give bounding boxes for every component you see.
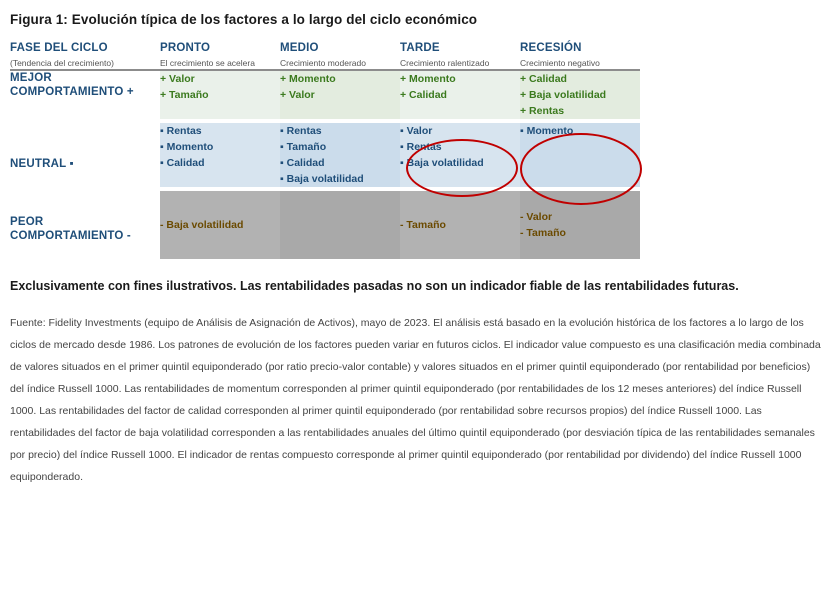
column-title: PRONTO [160, 42, 211, 54]
table-row-neutral [10, 123, 640, 187]
cell-neutral-medio [280, 123, 400, 187]
table-row-worst [10, 191, 640, 259]
cell-worst-tarde [400, 191, 520, 259]
cell-neutral-pronto [160, 123, 280, 187]
row-label-line1: PEOR [10, 216, 44, 228]
corner-title: FASE DEL CICLO [10, 42, 108, 54]
cell-item: ▪ Calidad [160, 157, 205, 169]
cell-item: ▪ Baja volatilidad [280, 173, 364, 185]
cell-item: + Valor [160, 73, 195, 85]
cell-best-tarde [400, 70, 520, 119]
cell-neutral-recesion [520, 123, 640, 187]
column-subtitle: Crecimiento moderado [280, 58, 366, 68]
row-label-line1: NEUTRAL ▪ [10, 158, 74, 170]
cell-best-recesion [520, 70, 640, 119]
page-left-margin [0, 0, 5, 598]
header-cell-pronto [160, 41, 280, 69]
cell-item: - Tamaño [520, 227, 566, 239]
row-label-line1: MEJOR [10, 72, 52, 84]
cell-item: ▪ Tamaño [280, 141, 327, 153]
cell-item: - Baja volatilidad [160, 219, 244, 231]
row-label-line2: COMPORTAMIENTO + [10, 86, 134, 98]
table-header-row [10, 41, 640, 69]
header-cell-corner [10, 41, 160, 69]
column-title: RECESIÓN [520, 42, 582, 54]
header-cell-recesion [520, 41, 640, 69]
cell-item: + Momento [280, 73, 336, 85]
row-label-best [10, 70, 160, 119]
page-title: Figura 1: Evolución típica de los factores a lo largo del ciclo económico [10, 12, 478, 27]
cell-item: + Calidad [400, 89, 447, 101]
cell-item: ▪ Baja volatilidad [400, 157, 484, 169]
row-label-line2: COMPORTAMIENTO - [10, 230, 131, 242]
row-label-worst [10, 191, 160, 259]
source-note: Fuente: Fidelity Investments (equipo de Análisis de Asignación de Activos), mayo de 2023. El análisis está basado en la evolución histórica de los factores a lo largo de los ciclos de mercado desde 1986. Los patrones de evolución de los factores pueden variar en futuros ciclos. El indicador value compuesto es una clasificación media combinada de valores situados en el primer quintil equiponderado (por ratio precio-valor contable) y valores situados en el primer quintil equiponderado (por rentabilidad por beneficios) del índice Russell 1000. Las rentabilidades de momentum corresponden al primer quintil equiponderado (por rentabilidades de los 12 meses anteriores) del índice Russell 1000. Las rentabilidades del factor de calidad corresponden al primer quintil equiponderado (por rentabilidad sobre recursos propios) del índice Russell 1000. Las rentabilidades del factor de baja volatilidad corresponden a las rentabilidades anuales del último quintil equiponderado (por desviación típica de las rentabilidades semanales por precio) del índice Russell 1000. El indicador de rentas compuesto corresponde al primer quintil equiponderado (por rentabilidad por dividendo) del índice Russell 1000 equiponderado. [10, 317, 821, 483]
cell-item: + Momento [400, 73, 456, 85]
cell-best-pronto [160, 70, 280, 119]
cell-item: + Baja volatilidad [520, 89, 607, 101]
cell-item: ▪ Rentas [280, 125, 322, 137]
cell-item: ▪ Momento [520, 125, 574, 137]
row-label-neutral [10, 123, 160, 187]
corner-subtitle: (Tendencia del crecimiento) [10, 58, 114, 68]
cycle-factor-table [10, 41, 640, 259]
cell-item: + Calidad [520, 73, 567, 85]
table-row-best [10, 70, 640, 119]
header-cell-medio [280, 41, 400, 69]
column-subtitle: Crecimiento negativo [520, 58, 600, 68]
cell-item: ▪ Rentas [160, 125, 202, 137]
column-title: TARDE [400, 42, 440, 54]
cell-worst-pronto [160, 191, 280, 259]
cell-item: + Tamaño [160, 89, 209, 101]
column-subtitle: El crecimiento se acelera [160, 58, 255, 68]
cell-item: + Valor [280, 89, 315, 101]
cell-item: - Valor [520, 211, 553, 223]
cell-item: + Rentas [520, 105, 565, 117]
cell-item: ▪ Valor [400, 125, 433, 137]
cell-best-medio [280, 70, 400, 119]
column-title: MEDIO [280, 42, 319, 54]
cell-item: ▪ Momento [160, 141, 214, 153]
disclaimer-text: Exclusivamente con fines ilustrativos. Las rentabilidades pasadas no son un indicador fiable de las rentabilidades futuras. [10, 279, 739, 293]
column-subtitle: Crecimiento ralentizado [400, 58, 490, 68]
cell-item: ▪ Calidad [280, 157, 325, 169]
cell-worst-recesion [520, 191, 640, 259]
cell-item: ▪ Rentas [400, 141, 442, 153]
header-cell-tarde [400, 41, 520, 69]
cell-worst-medio [280, 191, 400, 259]
cell-neutral-tarde [400, 123, 520, 187]
figure-table-wrapper [10, 41, 640, 259]
cell-item: - Tamaño [400, 219, 446, 231]
